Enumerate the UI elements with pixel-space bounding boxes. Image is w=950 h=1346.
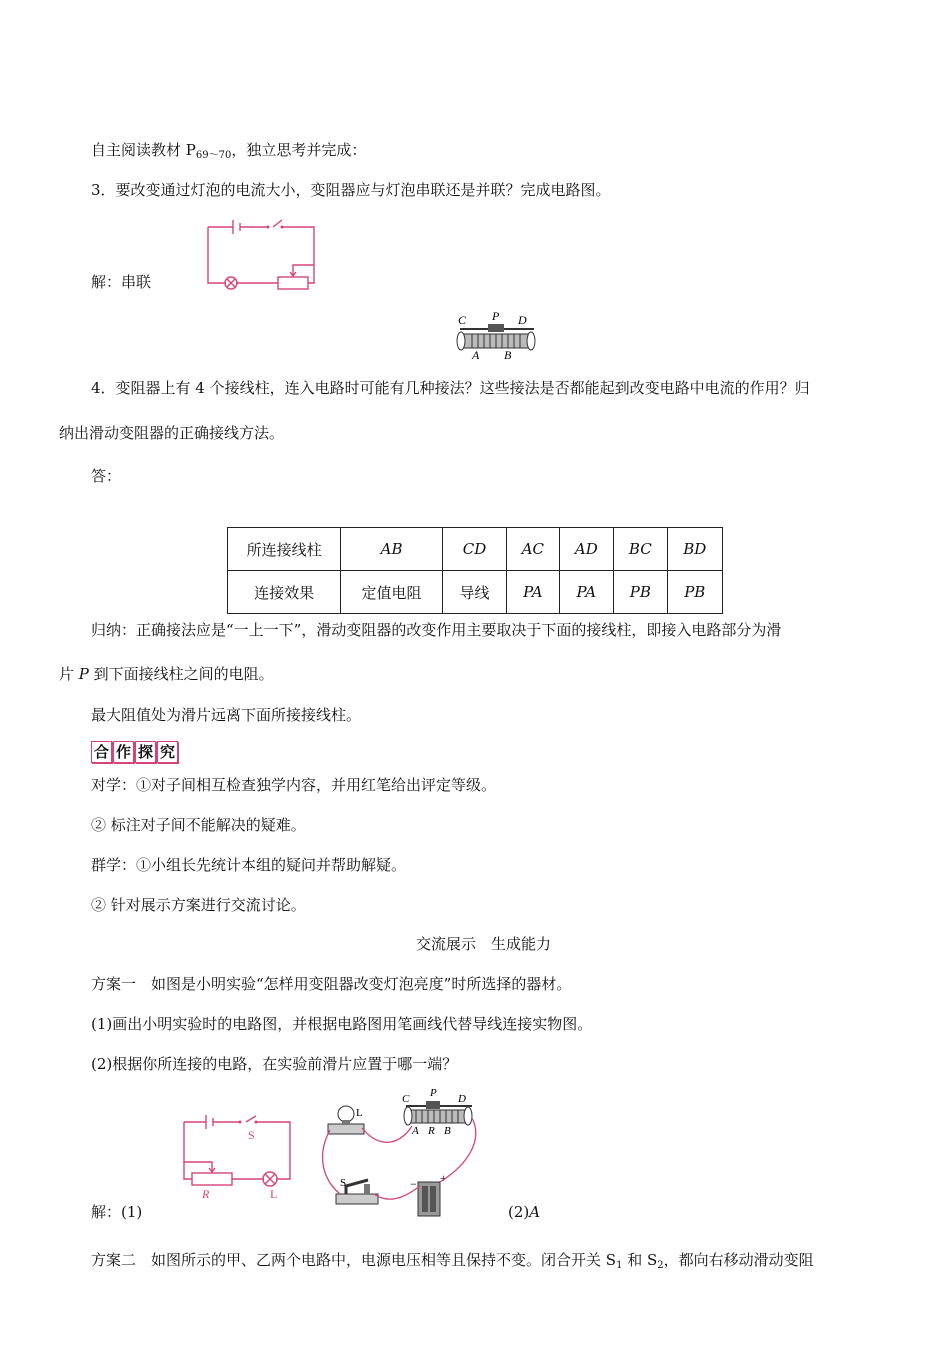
table-cell: CD [442,528,506,571]
summary-line-2-var: P [78,665,89,683]
rheostat-label-c: C [458,313,467,327]
cooperate-line-4: ② 针对展示方案进行交流讨论。 [91,896,306,914]
summary-line-1: 归纳：正确接法应是“一上一下”，滑动变阻器的改变作用主要取决于下面的接线柱，即接入电路部分为滑 [91,621,782,639]
rheostat-label-a: A [472,348,480,362]
intro-text: 自主阅读教材 P [91,141,196,159]
connection-table [227,527,723,614]
plan-1-answer-2-value: A [529,1203,541,1221]
plan-1-answer-1: 解：(1) [91,1203,143,1221]
plan-2-sub-1: 1 [616,1260,623,1271]
table-cell: 定值电阻 [341,571,443,614]
table-cell: 所连接线柱 [228,528,341,571]
section-title: 交流展示 生成能力 [416,935,552,953]
plan-1-line-3: (2)根据你所连接的电路，在实验前滑片应置于哪一端？ [91,1055,458,1073]
table-cell: PA [559,571,613,614]
plan-2-text-pre: 方案二 如图所示的甲、乙两个电路中，电源电压相等且保持不变。闭合开关 S [91,1251,617,1269]
sliding-rheostat-image [452,309,540,361]
circuit-diagram-schematic [180,1112,295,1202]
plan-1-line-2: (1)画出小明实验时的电路图，并根据电路图用笔画线代替导线连接实物图。 [91,1015,593,1033]
plan-2-line-1 [91,1250,814,1276]
summary-line-3: 最大阻值处为滑片远离下面所接接线柱。 [91,706,362,724]
intro-line [91,140,366,166]
schematic-label-s: S [248,1128,255,1142]
apparatus-label-r: R [428,1125,435,1137]
question-4-line-2: 纳出滑动变阻器的正确接线方法。 [59,424,285,442]
question-3: 3．要改变通过灯泡的电流大小，变阻器应与灯泡串联还是并联？完成电路图。 [91,181,611,199]
table-cell: 导线 [442,571,506,614]
table-cell: AD [559,528,613,571]
plan-2-text-post: ，都向右移动滑动变阻 [663,1251,814,1269]
table-cell: BD [667,528,722,571]
rheostat-symbol [278,277,308,289]
plan-1-answer-2 [508,1202,540,1222]
table-cell: PB [667,571,722,614]
summary-line-2-pre: 片 [59,665,79,683]
table-cell: PB [614,571,667,614]
badge-char: 合 [91,741,112,763]
badge-char: 作 [113,741,134,763]
rheostat-label-b: B [504,348,512,362]
question-3-answer: 解：串联 [91,273,152,291]
apparatus-label-b: B [444,1125,451,1137]
rheostat-symbol-2 [192,1173,232,1185]
apparatus-label-d: D [458,1093,466,1105]
cooperate-line-1: 对学：①对子间相互检查独学内容，并用红笔给出评定等级。 [91,776,497,794]
badge-char: 究 [157,741,178,763]
table-cell: AB [341,528,443,571]
table-row [228,528,723,571]
apparatus-label-minus: − [410,1177,417,1191]
cooperate-line-3: 群学：①小组长先统计本组的疑问并帮助解疑。 [91,856,407,874]
apparatus-label-plus: + [440,1171,447,1185]
apparatus-label-a: A [412,1125,419,1137]
plan-1-line-1: 方案一 如图是小明实验“怎样用变阻器改变灯泡亮度”时所选择的器材。 [91,975,572,993]
cooperate-explore-badge [91,741,178,763]
apparatus-label-lamp: L [356,1107,363,1119]
rheostat-label-p: P [492,309,500,323]
summary-line-2-post: 到下面接线柱之间的电阻。 [88,665,274,683]
question-4-answer: 答： [91,467,122,485]
apparatus-label-switch: S [340,1177,347,1189]
apparatus-wiring-figure [322,1082,487,1222]
plan-1-answer-2-pre: (2) [508,1203,530,1221]
table-cell: AC [507,528,559,571]
question-4-line-1: 4．变阻器上有 4 个接线柱，连入电路时可能有几种接法？这些接法是否都能起到改变电路中电流的作用？归 [91,379,810,397]
schematic-label-l: L [270,1187,278,1201]
intro-page-range: 69～70 [195,150,232,161]
rheostat-label-d: D [518,313,527,327]
schematic-label-r: R [202,1187,210,1201]
apparatus-label-p: P [430,1087,437,1099]
cooperate-line-2: ② 标注对子间不能解决的疑难。 [91,816,306,834]
plan-2-sub-2: 2 [657,1260,664,1271]
apparatus-label-c: C [402,1093,410,1105]
plan-2-text-mid: 和 S [622,1251,658,1269]
table-row [228,571,723,614]
badge-char: 探 [135,741,156,763]
table-cell: BC [614,528,667,571]
intro-after: ，独立思考并完成： [231,141,367,159]
table-cell: PA [507,571,559,614]
circuit-diagram-series [200,215,325,290]
table-cell: 连接效果 [228,571,341,614]
summary-line-2 [59,664,274,684]
